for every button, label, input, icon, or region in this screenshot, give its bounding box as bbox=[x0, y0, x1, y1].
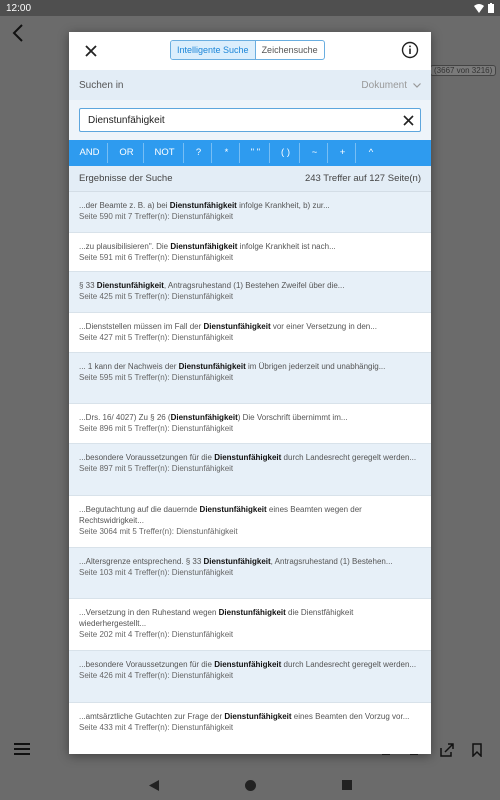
result-meta: Seite 897 mit 5 Treffer(n): Dienstunfähigkeit bbox=[79, 464, 234, 473]
operator-tilde-button[interactable]: ~ bbox=[302, 143, 328, 163]
list-item[interactable] bbox=[69, 404, 431, 444]
result-snippet: ... 1 kann der Nachweis der Dienstunfähigkeit im Übrigen jederzeit und unabhängig... bbox=[79, 362, 386, 371]
nav-home-icon[interactable] bbox=[245, 780, 256, 791]
list-item[interactable] bbox=[69, 233, 431, 272]
search-query-text: Dienstunfähigkeit bbox=[88, 114, 165, 126]
wifi-icon bbox=[474, 4, 484, 13]
result-snippet: ...Drs. 16/ 4027) Zu § 26 (Dienstunfähigkeit) Die Vorschrift übernimmt im... bbox=[79, 413, 348, 422]
bookmark-icon bbox=[472, 743, 482, 757]
clear-icon[interactable] bbox=[403, 115, 414, 126]
navigation-bar bbox=[0, 770, 500, 800]
result-meta: Seite 3064 mit 5 Treffer(n): Dienstunfähigkeit bbox=[79, 527, 238, 536]
operator-not-button[interactable]: NOT bbox=[146, 143, 184, 163]
list-item[interactable] bbox=[69, 353, 431, 404]
info-icon[interactable] bbox=[401, 41, 419, 59]
list-item[interactable] bbox=[69, 496, 431, 548]
result-meta: Seite 433 mit 4 Treffer(n): Dienstunfähigkeit bbox=[79, 723, 234, 732]
result-meta: Seite 590 mit 7 Treffer(n): Dienstunfähigkeit bbox=[79, 212, 234, 221]
back-arrow-icon bbox=[12, 24, 24, 42]
results-count: 243 Treffer auf 127 Seite(n) bbox=[304, 173, 421, 184]
menu-icon bbox=[14, 743, 30, 755]
result-meta: Seite 591 mit 6 Treffer(n): Dienstunfähigkeit bbox=[79, 253, 234, 262]
list-item[interactable] bbox=[69, 548, 431, 599]
result-meta: Seite 595 mit 5 Treffer(n): Dienstunfähigkeit bbox=[79, 373, 234, 382]
list-item[interactable] bbox=[69, 444, 431, 496]
close-icon[interactable] bbox=[83, 43, 99, 59]
results-header bbox=[69, 166, 431, 192]
tab-character-search[interactable]: Zeichensuche bbox=[261, 45, 318, 55]
result-snippet: ...besondere Voraussetzungen für die Dienstunfähigkeit durch Landesrecht geregelt werden... bbox=[79, 453, 417, 462]
result-snippet: ...Versetzung in den Ruhestand wegen Dienstunfähigkeit die Dienstfähigkeit wiederhergestellt... bbox=[79, 608, 354, 628]
chevron-down-icon bbox=[413, 83, 421, 88]
list-item[interactable] bbox=[69, 313, 431, 353]
search-mode-toggle bbox=[170, 40, 325, 60]
list-item[interactable] bbox=[69, 599, 431, 651]
search-scope-label: Suchen in bbox=[79, 79, 124, 91]
background-page-count: (3667 von 3216) bbox=[430, 65, 496, 76]
result-meta: Seite 426 mit 4 Treffer(n): Dienstunfähigkeit bbox=[79, 671, 234, 680]
result-meta: Seite 425 mit 5 Treffer(n): Dienstunfähigkeit bbox=[79, 292, 234, 301]
operator-quotes-button[interactable]: " " bbox=[242, 143, 270, 163]
operator-wildcard-button[interactable]: * bbox=[214, 143, 240, 163]
list-item[interactable] bbox=[69, 651, 431, 703]
result-snippet: ...zu plausibilisieren". Die Dienstunfähigkeit infolge Krankheit ist nach... bbox=[79, 242, 336, 251]
list-item[interactable] bbox=[69, 192, 431, 233]
list-item[interactable] bbox=[69, 703, 431, 754]
tab-intelligent-search[interactable]: Intelligente Suche bbox=[171, 41, 256, 59]
operator-caret-button[interactable]: ^ bbox=[368, 147, 374, 158]
share-icon bbox=[440, 743, 454, 757]
nav-back-icon[interactable] bbox=[149, 780, 159, 791]
results-list bbox=[69, 192, 431, 754]
operator-question-button[interactable]: ? bbox=[186, 143, 212, 163]
list-item[interactable] bbox=[69, 272, 431, 313]
result-snippet: ...amtsärztliche Gutachten zur Frage der Dienstunfähigkeit eines Beamten den Vorzug vor... bbox=[79, 712, 410, 721]
search-dialog bbox=[69, 32, 431, 754]
result-meta: Seite 427 mit 5 Treffer(n): Dienstunfähigkeit bbox=[79, 333, 234, 342]
result-snippet: ...besondere Voraussetzungen für die Dienstunfähigkeit durch Landesrecht geregelt werden... bbox=[79, 660, 417, 669]
result-meta: Seite 103 mit 4 Treffer(n): Dienstunfähigkeit bbox=[79, 568, 234, 577]
operator-parentheses-button[interactable]: ( ) bbox=[272, 143, 300, 163]
result-snippet: ...Altersgrenze entsprechend. § 33 Dienstunfähigkeit, Antragsruhestand (1) Bestehen... bbox=[79, 557, 393, 566]
operator-or-button[interactable]: OR bbox=[110, 143, 144, 163]
operator-bar bbox=[69, 140, 431, 166]
results-title: Ergebnisse der Suche bbox=[79, 173, 173, 184]
result-snippet: ...der Beamte z. B. a) bei Dienstunfähigkeit infolge Krankheit, b) zur... bbox=[79, 201, 330, 210]
dialog-header bbox=[69, 32, 431, 70]
operator-and-button[interactable]: AND bbox=[72, 143, 108, 163]
nav-recents-icon[interactable] bbox=[342, 780, 352, 790]
battery-icon bbox=[488, 3, 494, 13]
search-scope-row[interactable] bbox=[69, 70, 431, 100]
result-snippet: § 33 Dienstunfähigkeit, Antragsruhestand (1) Bestehen Zweifel über die... bbox=[79, 281, 345, 290]
result-meta: Seite 202 mit 4 Treffer(n): Dienstunfähigkeit bbox=[79, 630, 234, 639]
result-snippet: ...Dienststellen müssen im Fall der Dienstunfähigkeit vor einer Versetzung in den... bbox=[79, 322, 377, 331]
search-input[interactable] bbox=[79, 108, 421, 132]
status-bar bbox=[0, 0, 500, 16]
result-snippet: ...Begutachtung auf die dauernde Dienstunfähigkeit eines Beamten wegen der Rechtswidrigkeit... bbox=[79, 505, 362, 525]
search-input-area bbox=[69, 100, 431, 140]
operator-plus-button[interactable]: + bbox=[330, 143, 356, 163]
status-icons bbox=[474, 3, 494, 13]
search-scope-value: Dokument bbox=[361, 79, 407, 91]
status-time: 12:00 bbox=[6, 2, 32, 14]
result-meta: Seite 896 mit 5 Treffer(n): Dienstunfähigkeit bbox=[79, 424, 234, 433]
